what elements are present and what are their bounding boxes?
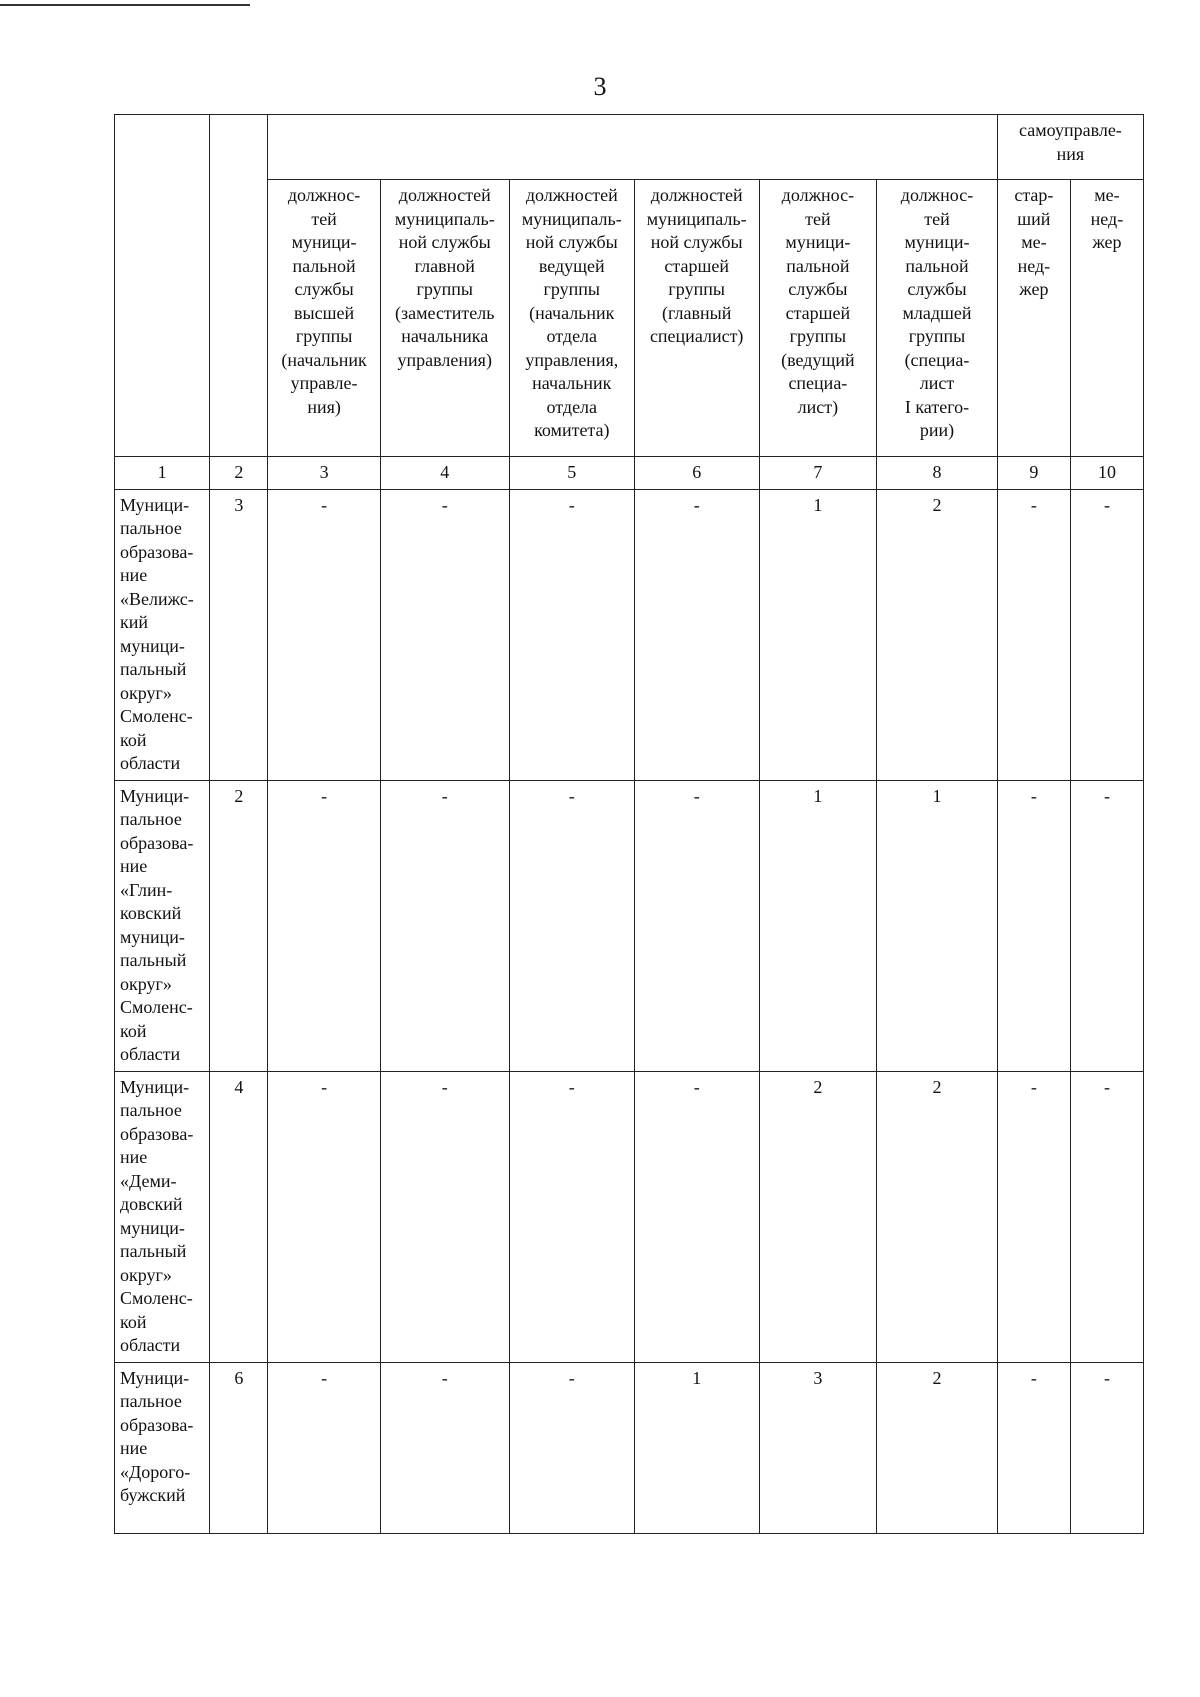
column-number: 5 (509, 457, 634, 490)
column-number-row (115, 457, 1144, 490)
column-number: 9 (997, 457, 1070, 490)
value-cell: - (997, 780, 1070, 1071)
value-cell: - (380, 1362, 509, 1533)
value-cell: 2 (210, 780, 268, 1071)
value-cell: 1 (634, 1362, 759, 1533)
top-rule (0, 4, 250, 6)
page-number: 3 (593, 72, 607, 101)
value-cell: 1 (759, 780, 876, 1071)
municipality-name-cell (115, 1362, 210, 1533)
value-cell: - (509, 1362, 634, 1533)
value-cell: - (380, 489, 509, 780)
header-row-columns (115, 180, 1144, 457)
value-cell: - (634, 489, 759, 780)
value-cell: - (1070, 489, 1143, 780)
value-cell: - (380, 1071, 509, 1362)
value-cell: 3 (210, 489, 268, 780)
table-row (115, 1071, 1144, 1362)
value-cell: - (268, 780, 380, 1071)
value-cell: 2 (877, 1362, 998, 1533)
table-row (115, 780, 1144, 1071)
table-body (115, 489, 1144, 1533)
column-number: 7 (759, 457, 876, 490)
header-col-8: должнос- тей муници- пальной службы младшей группы (специа- лист I катего- рии) (877, 180, 998, 457)
value-cell: - (380, 780, 509, 1071)
value-cell: - (1070, 780, 1143, 1071)
municipality-name: Муници- пальное образова- ние «Дорого- бужский (120, 1367, 194, 1505)
value-cell: 2 (759, 1071, 876, 1362)
header-row-group (115, 115, 1144, 180)
value-cell: - (268, 1362, 380, 1533)
municipality-name-cell (115, 1071, 210, 1362)
value-cell: 1 (877, 780, 998, 1071)
municipality-name: Муници- пальное образова- ние «Деми- довский муници- пальный округ» Смоленс- кой области (120, 1076, 194, 1355)
column-number: 2 (210, 457, 268, 490)
municipality-name: Муници- пальное образова- ние «Глин- ковский муници- пальный округ» Смоленс- кой области (120, 785, 194, 1064)
value-cell: - (268, 1071, 380, 1362)
value-cell: - (997, 1071, 1070, 1362)
value-cell: 1 (759, 489, 876, 780)
value-cell: 2 (877, 1071, 998, 1362)
value-cell: - (509, 780, 634, 1071)
column-number: 8 (877, 457, 998, 490)
header-col-4: должностей муниципаль- ной службы главной группы (заместитель начальника управления) (380, 180, 509, 457)
value-cell: - (1070, 1071, 1143, 1362)
header-col-10: ме- нед- жер (1070, 180, 1143, 457)
table-header (115, 115, 1144, 490)
value-cell: - (997, 489, 1070, 780)
value-cell: 6 (210, 1362, 268, 1533)
header-group-label: самоуправле- ния (1019, 120, 1122, 164)
column-number: 10 (1070, 457, 1143, 490)
value-cell: - (509, 489, 634, 780)
header-cell-group (997, 115, 1143, 180)
value-cell: 4 (210, 1071, 268, 1362)
value-cell: - (997, 1362, 1070, 1533)
header-cell-empty-2 (210, 115, 268, 457)
municipality-name-cell (115, 780, 210, 1071)
municipality-name: Муници- пальное образова- ние «Велижс- кий муници- пальный округ» Смоленс- кой области (120, 494, 194, 773)
value-cell: - (634, 780, 759, 1071)
municipality-name-cell (115, 489, 210, 780)
header-col-9: стар- ший ме- нед- жер (997, 180, 1070, 457)
table-row (115, 1362, 1144, 1533)
table-row (115, 489, 1144, 780)
header-cell-empty-positions (268, 115, 997, 180)
column-number: 1 (115, 457, 210, 490)
value-cell: 3 (759, 1362, 876, 1533)
value-cell: - (268, 489, 380, 780)
header-col-5: должностей муниципаль- ной службы ведущей группы (начальник отдела управления, начальник отдела комитета) (509, 180, 634, 457)
column-number: 6 (634, 457, 759, 490)
value-cell: - (634, 1071, 759, 1362)
header-col-6: должностей муниципаль- ной службы старшей группы (главный специалист) (634, 180, 759, 457)
value-cell: - (1070, 1362, 1143, 1533)
header-cell-empty-1 (115, 115, 210, 457)
column-number: 4 (380, 457, 509, 490)
header-col-3: должнос- тей муници- пальной службы высшей группы (начальник управле- ния) (268, 180, 380, 457)
value-cell: 2 (877, 489, 998, 780)
header-col-7: должнос- тей муници- пальной службы старшей группы (ведущий специа- лист) (759, 180, 876, 457)
staffing-table (114, 114, 1144, 1534)
value-cell: - (509, 1071, 634, 1362)
column-number: 3 (268, 457, 380, 490)
